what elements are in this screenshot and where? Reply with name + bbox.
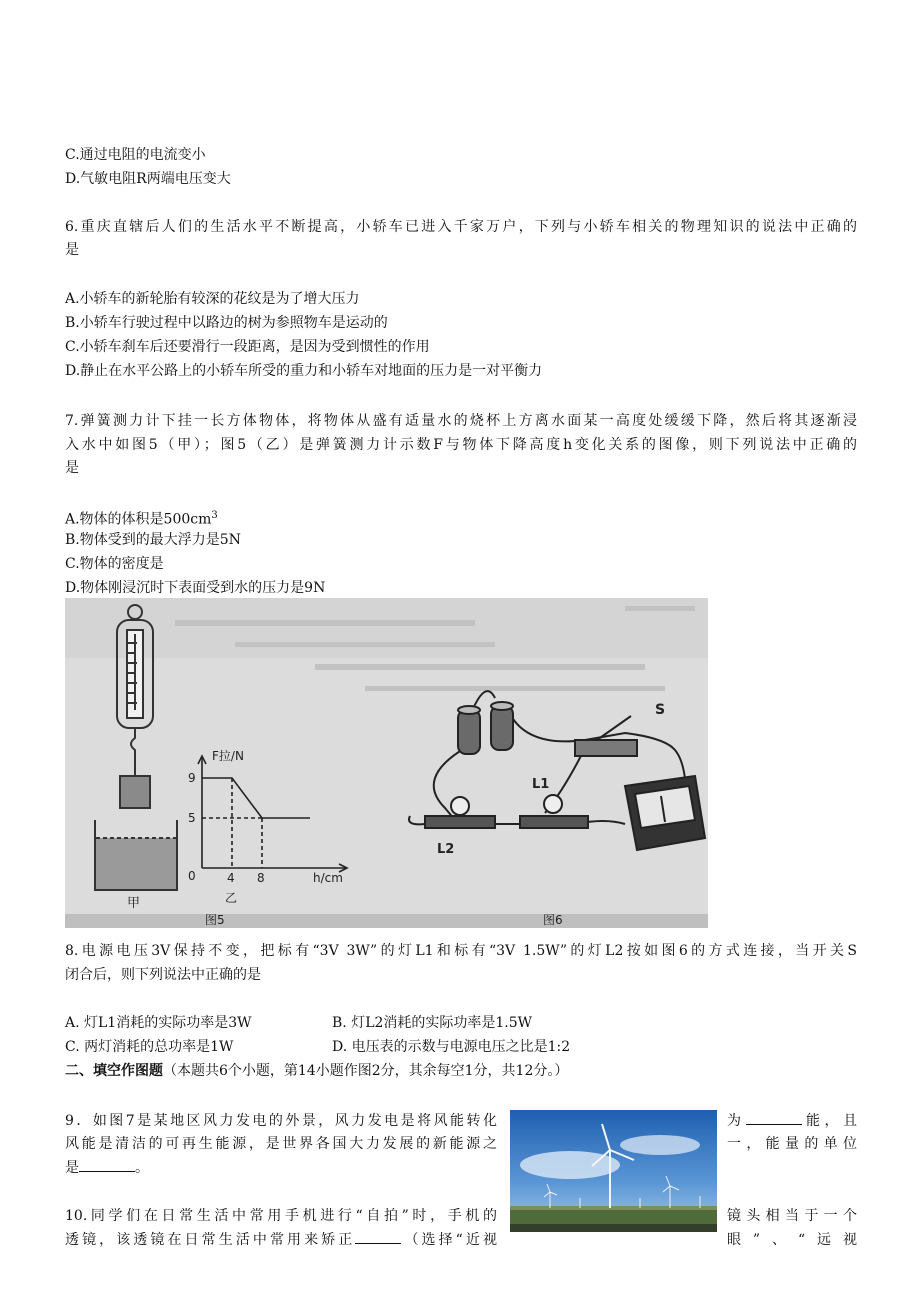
hanging-block (120, 776, 150, 808)
circuit-label-l2: L2 (437, 842, 455, 857)
q6-option-b: B.小轿车行驶过程中以路边的树为参照物车是运动的 (65, 315, 388, 331)
voltmeter (625, 776, 705, 850)
graph-tick-5: 5 (188, 811, 196, 825)
circuit-label-l1: L1 (532, 777, 550, 792)
q9-blank-2[interactable] (79, 1157, 135, 1172)
q10-line1: 10.同学们在日常生活中常用手机进行“自拍”时，手机的 (65, 1208, 497, 1224)
q7-option-b: B.物体受到的最大浮力是5N (65, 532, 241, 548)
section2-note: （本题共6个小题，第14小题作图2分，其余每空1分，共12分。） (163, 1063, 569, 1079)
q7-stem-line1: 7.弹簧测力计下挂一长方体物体，将物体从盛有适量水的烧杯上方离水面某一高度处缓缓下降，然后将其逐渐浸 (65, 413, 857, 429)
q8-option-a: A. 灯L1消耗的实际功率是3W (65, 1015, 252, 1031)
graph-tick-9: 9 (188, 771, 196, 785)
fig5-yi-label: 乙 (225, 891, 238, 905)
fig5-jia-label: 甲 (127, 896, 141, 911)
q6-stem-line1: 6.重庆直辖后人们的生活水平不断提高，小轿车已进入千家万户，下列与小轿车相关的物理知识的说法中正确的 (65, 219, 857, 235)
q10-blank-1[interactable] (355, 1229, 401, 1244)
graph-axis-x-label: h/cm (313, 871, 343, 885)
graph-tick-0: 0 (188, 869, 196, 883)
q9-line1-right: 为 能，且 (727, 1110, 857, 1132)
q8-option-c: C. 两灯消耗的总功率是1W (65, 1039, 234, 1055)
q6-option-d: D.静止在水平公路上的小轿车所受的重力和小轿车对地面的压力是一对平衡力 (65, 363, 543, 379)
q7-stem-line3: 是 (65, 460, 79, 476)
graph-tick-4: 4 (227, 871, 235, 885)
q8-option-b: B. 灯L2消耗的实际功率是1.5W (332, 1015, 533, 1031)
q10-line2: 透镜，该透镜在日常生活中常用来矫正 （选择“近视 (65, 1229, 497, 1251)
q9-line2: 风能是清洁的可再生能源，是世界各国大力发展的新能源之 (65, 1136, 497, 1152)
circuit-label-s: S (655, 702, 666, 718)
q7-stem-line2: 入水中如图5（甲）；图5（乙）是弹簧测力计示数F与物体下降高度h变化关系的图像，则下列说法中正确的 (65, 437, 857, 453)
graph-tick-8: 8 (257, 871, 265, 885)
fig6-caption: 图6 (543, 913, 563, 927)
figure-5-6-scan (65, 598, 708, 928)
q7-option-a: A.物体的体积是$500cm^3$ (65, 510, 218, 528)
q7-option-c: C.物体的密度是 (65, 556, 164, 572)
q9-line2-right: 一，能量的单位 (727, 1136, 857, 1152)
q5-option-d: D.气敏电阻R两端电压变大 (65, 171, 231, 187)
q7-option-d: D.物体刚浸沉时下表面受到水的压力是9N (65, 580, 326, 596)
fig5-caption: 图5 (205, 913, 225, 927)
q8-stem-line2: 闭合后，则下列说法中正确的是 (65, 967, 261, 983)
q10-line1-right: 镜头相当于一个 (727, 1208, 857, 1224)
q5-option-c: C.通过电阻的电流变小 (65, 147, 206, 163)
q9-blank-1[interactable] (746, 1110, 802, 1125)
q8-option-d: D. 电压表的示数与电源电压之比是1:2 (332, 1039, 571, 1055)
graph-axis-y-label: F拉/N (212, 749, 244, 763)
section2-title: 二、填空作图题 (65, 1063, 163, 1079)
wind-farm-photo (510, 1110, 717, 1232)
section2-heading (65, 1061, 568, 1081)
q8-stem-line1: 8.电源电压3V保持不变，把标有“3V 3W”的灯L1和标有“3V 1.5W”的灯L2按如图6的方式连接，当开关S (65, 943, 857, 959)
q6-option-a: A.小轿车的新轮胎有较深的花纹是为了增大压力 (65, 291, 360, 307)
q6-stem-line2: 是 (65, 242, 79, 258)
q6-option-c: C.小轿车刹车后还要滑行一段距离，是因为受到惯性的作用 (65, 339, 430, 355)
q9-line3: 是 。 (65, 1157, 497, 1179)
q9-line1: 9．如图7是某地区风力发电的外景，风力发电是将风能转化 (65, 1113, 497, 1129)
q10-line2-right: 眼”、“远视 (727, 1232, 857, 1248)
